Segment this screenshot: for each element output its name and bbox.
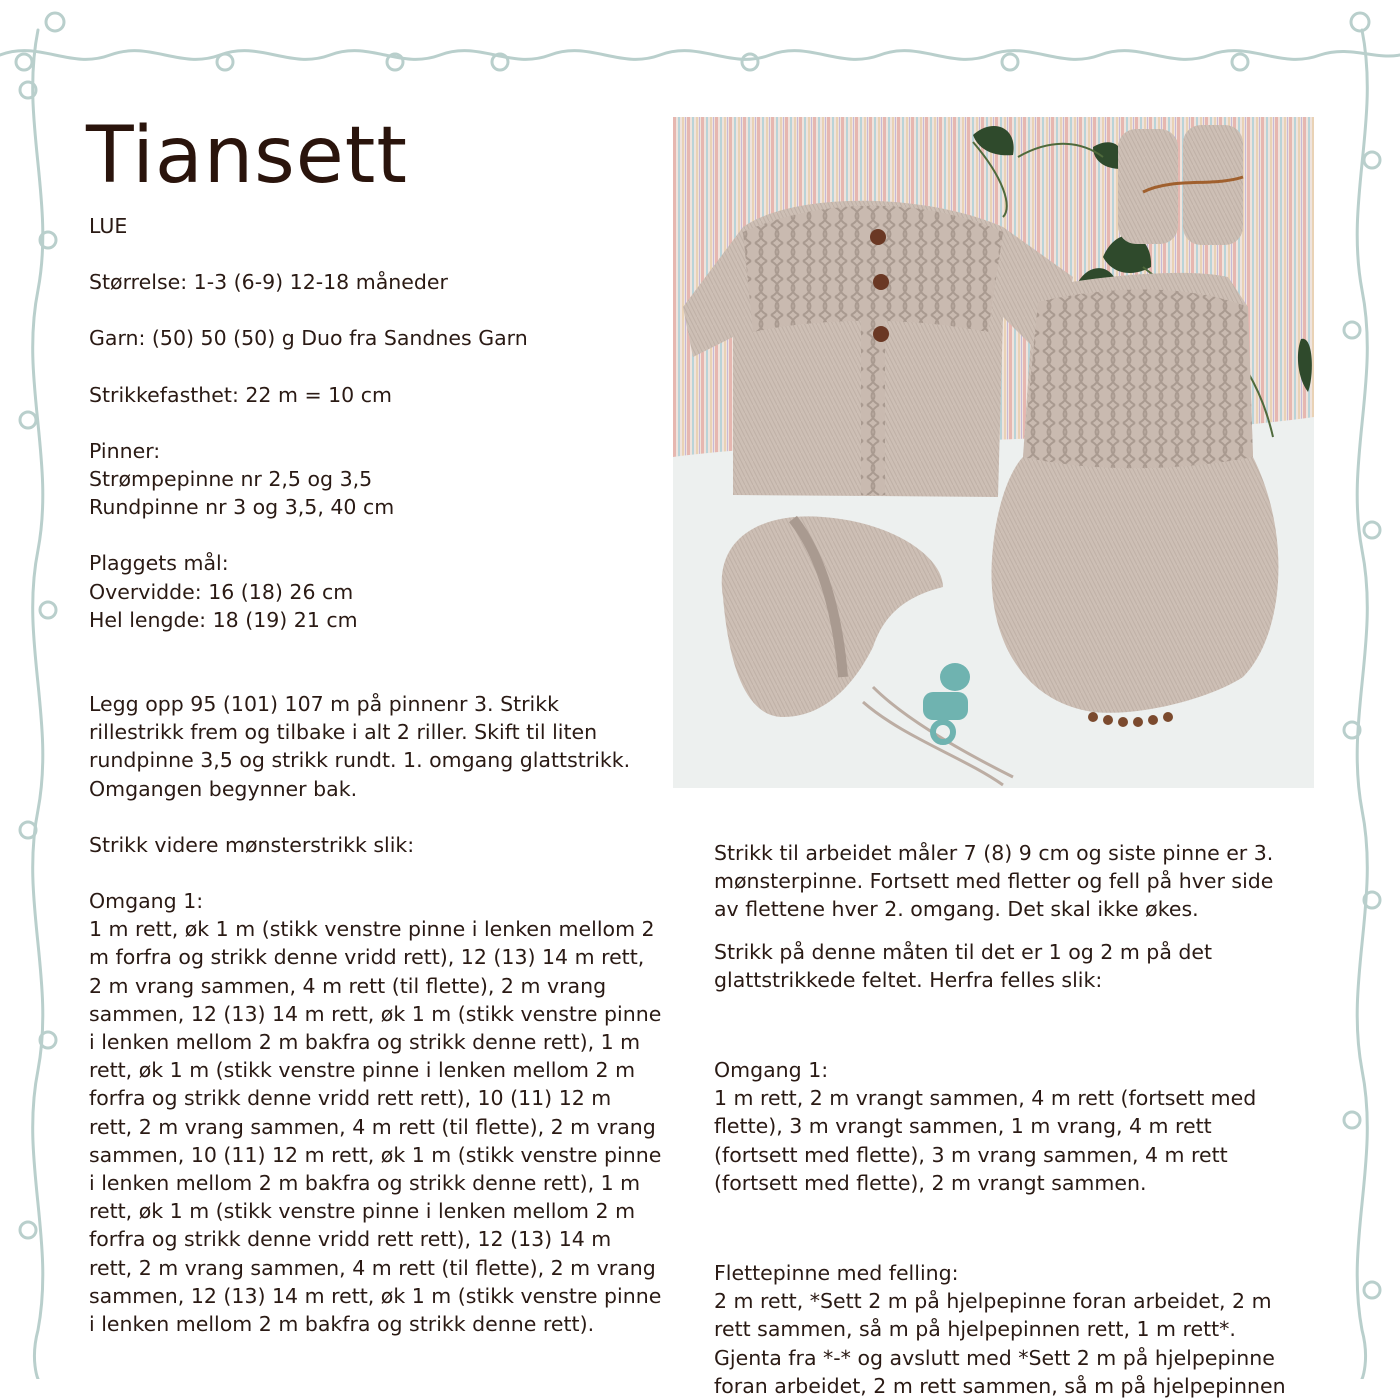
round1-heading: Omgang 1:	[714, 1058, 829, 1083]
until-line: Strikk på denne måten til det er 1 og 2 m på det	[714, 939, 1213, 964]
round1-line: i lenken mellom 2 m bakfra og strikk denne rett).	[89, 1312, 595, 1337]
page-title: Tiansett	[86, 111, 408, 201]
round1-line: flette), 3 m vrangt sammen, 1 m vrang, 4 m rett	[714, 1114, 1212, 1139]
needles-heading: Pinner:	[89, 438, 161, 463]
size-line: Størrelse: 1-3 (6-9) 12-18 måneder	[89, 270, 448, 295]
gauge-line: Strikkefasthet: 22 m = 10 cm	[89, 382, 392, 407]
cable-line: 2 m rett, *Sett 2 m på hjelpepinne foran arbeidet, 2 m	[714, 1289, 1272, 1314]
round1-line: forfra og strikk denne vridd rett rett), 10 (11) 12 m	[89, 1086, 612, 1111]
cast-on-line: Omgangen begynner bak.	[89, 776, 358, 801]
round1-line: rett, 2 m vrang sammen, 4 m rett (til flette), 2 m vrang	[89, 1255, 656, 1280]
round1-line: i lenken mellom 2 m bakfra og strikk denne rett), 1 m	[89, 1030, 641, 1055]
right-column	[714, 839, 1314, 1400]
round1-line: sammen, 12 (13) 14 m rett, øk 1 m (stikk venstre pinne	[89, 1001, 662, 1026]
round1-line: 1 m rett, øk 1 m (stikk venstre pinne i lenken mellom 2	[89, 917, 655, 942]
continue-line: av flettene hver 2. omgang. Det skal ikke økes.	[714, 897, 1199, 922]
section-label: LUE	[89, 214, 128, 238]
measurements-line: Overvidde: 16 (18) 26 cm	[89, 579, 354, 604]
round1-line: (fortsett med flette), 3 m vrang sammen, 4 m rett	[714, 1142, 1228, 1167]
left-column	[89, 212, 679, 1338]
pattern-intro: Strikk videre mønsterstrikk slik:	[89, 832, 415, 857]
measurements-heading: Plaggets mål:	[89, 551, 229, 576]
knitted-set-photo	[673, 117, 1314, 788]
round1-line: i lenken mellom 2 m bakfra og strikk denne rett), 1 m	[89, 1171, 641, 1196]
continue-line: Strikk til arbeidet måler 7 (8) 9 cm og siste pinne er 3.	[714, 841, 1274, 865]
round1-line: forfra og strikk denne vridd rett rett), 12 (13) 14 m	[89, 1227, 612, 1252]
cable-line: foran arbeidet, 2 m rett sammen, så m på hjelpepinnen	[714, 1373, 1286, 1398]
cable-line: rett sammen, så m på hjelpepinnen rett, 1 m rett*.	[714, 1317, 1236, 1342]
round1-line: m forfra og strikk denne vridd rett), 12 (13) 14 m rett,	[89, 945, 645, 970]
round1-line: sammen, 10 (11) 12 m rett, øk 1 m (stikk venstre pinne	[89, 1142, 662, 1167]
cable-heading: Flettepinne med felling:	[714, 1261, 959, 1286]
cast-on-line: Legg opp 95 (101) 107 m på pinnenr 3. Strikk	[89, 692, 559, 717]
round1-line: rett, øk 1 m (stikk venstre pinne i lenken mellom 2 m	[89, 1199, 636, 1224]
continue-line: mønsterpinne. Fortsett med fletter og fell på hver side	[714, 869, 1274, 894]
needles-line: Rundpinne nr 3 og 3,5, 40 cm	[89, 495, 395, 520]
cast-on-line: rundpinne 3,5 og strikk rundt. 1. omgang glattstrikk.	[89, 748, 631, 773]
round1-heading: Omgang 1:	[89, 889, 204, 914]
round1-line: 1 m rett, 2 m vrangt sammen, 4 m rett (fortsett med	[714, 1086, 1257, 1111]
round1-line: sammen, 12 (13) 14 m rett, øk 1 m (stikk venstre pinne	[89, 1283, 662, 1308]
round1-line: rett, øk 1 m (stikk venstre pinne i lenken mellom 2 m	[89, 1058, 636, 1083]
yarn-line: Garn: (50) 50 (50) g Duo fra Sandnes Garn	[89, 326, 528, 351]
cast-on-line: rillestrikk frem og tilbake i alt 2 riller. Skift til liten	[89, 720, 598, 745]
until-line: glattstrikkede feltet. Herfra felles slik:	[714, 967, 1103, 992]
round1-line: (fortsett med flette), 2 m vrangt sammen.	[714, 1170, 1147, 1195]
round1-line: 2 m vrang sammen, 4 m rett (til flette), 2 m vrang	[89, 973, 607, 998]
needles-line: Strømpepinne nr 2,5 og 3,5	[89, 467, 373, 492]
round1-line: rett, 2 m vrang sammen, 4 m rett (til flette), 2 m vrang	[89, 1114, 656, 1139]
cable-line: Gjenta fra *-* og avslutt med *Sett 2 m på hjelpepinne	[714, 1345, 1275, 1370]
measurements-line: Hel lengde: 18 (19) 21 cm	[89, 607, 358, 632]
